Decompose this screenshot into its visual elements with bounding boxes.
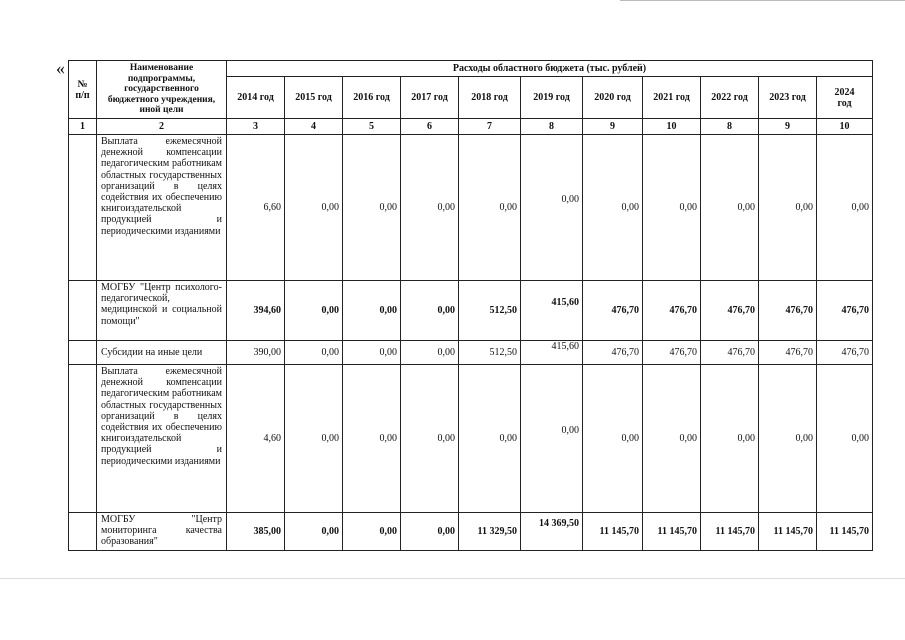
row-value: 0,00: [343, 135, 401, 281]
row-value: 0,00: [759, 365, 817, 513]
header-year: 2017 год: [401, 77, 459, 119]
column-number: 2: [97, 119, 227, 135]
row-value-text: 415,60: [551, 341, 579, 352]
row-value: 11 329,50: [459, 513, 521, 551]
row-value: 0,00: [343, 341, 401, 365]
row-value-text: 0,00: [561, 194, 579, 205]
row-value: 0,00: [285, 281, 343, 341]
row-value: 0,00: [401, 135, 459, 281]
row-value: 0,00: [401, 341, 459, 365]
row-value: 0,00: [643, 365, 701, 513]
opening-quote-mark: «: [56, 58, 65, 78]
row-number: [69, 513, 97, 551]
budget-table: [68, 60, 873, 551]
column-number: 8: [521, 119, 583, 135]
header-row-1: [69, 61, 873, 77]
row-number: [69, 281, 97, 341]
table-row: [69, 365, 873, 513]
row-value: 0,00: [285, 365, 343, 513]
column-number: 1: [69, 119, 97, 135]
column-number: 5: [343, 119, 401, 135]
row-value: 11 145,70: [817, 513, 873, 551]
header-num: № п/п: [69, 61, 97, 119]
row-value: 11 145,70: [643, 513, 701, 551]
column-number: 3: [227, 119, 285, 135]
row-value: 0,00: [583, 135, 643, 281]
row-value: 476,70: [643, 281, 701, 341]
row-value: 0,00: [401, 365, 459, 513]
header-year: 2014 год: [227, 77, 285, 119]
row-value: 476,70: [817, 341, 873, 365]
header-year: 2023 год: [759, 77, 817, 119]
row-value: [521, 281, 583, 341]
row-value: 476,70: [817, 281, 873, 341]
row-value: 0,00: [643, 135, 701, 281]
row-value: 390,00: [227, 341, 285, 365]
row-value: 11 145,70: [701, 513, 759, 551]
row-value: 0,00: [459, 365, 521, 513]
row-value: 0,00: [701, 135, 759, 281]
top-scan-line: [620, 0, 905, 1]
row-value: [521, 513, 583, 551]
row-value: 476,70: [759, 341, 817, 365]
row-value: 0,00: [817, 135, 873, 281]
row-value: 394,60: [227, 281, 285, 341]
row-value: 0,00: [285, 135, 343, 281]
row-name: Субсидии на иные цели: [97, 341, 227, 365]
column-number: 4: [285, 119, 343, 135]
column-number: 7: [459, 119, 521, 135]
column-number: 9: [583, 119, 643, 135]
row-value: 0,00: [583, 365, 643, 513]
column-number-row: [69, 119, 873, 135]
row-value: 0,00: [401, 281, 459, 341]
row-value: 4,60: [227, 365, 285, 513]
header-year: 2016 год: [343, 77, 401, 119]
row-value: 0,00: [759, 135, 817, 281]
row-value: 385,00: [227, 513, 285, 551]
row-value-text: 415,60: [551, 297, 579, 308]
header-year-2024: 2024 год: [834, 86, 855, 109]
column-number: 9: [759, 119, 817, 135]
header-name: Наименование подпрограммы, государственного бюджетного учреждения, иной цели: [97, 61, 227, 119]
header-year: [817, 77, 873, 119]
row-name: Выплата ежемесячной денежной компенсации педагогическим работникам областных государственных организаций в целях содействия их обеспечению книгоиздательской продукцией и периодическими изданиями: [97, 365, 227, 513]
row-value: 476,70: [701, 341, 759, 365]
bottom-scan-line: [0, 578, 905, 579]
row-value: 0,00: [343, 281, 401, 341]
table-row: [69, 513, 873, 551]
row-value: 0,00: [343, 365, 401, 513]
row-name: МОГБУ "Центр психолого-педагогической, медицинской и социальной помощи": [97, 281, 227, 341]
header-year: 2018 год: [459, 77, 521, 119]
row-value: 512,50: [459, 341, 521, 365]
row-value: 476,70: [701, 281, 759, 341]
header-year: 2022 год: [701, 77, 759, 119]
header-year: 2020 год: [583, 77, 643, 119]
header-year: 2021 год: [643, 77, 701, 119]
column-number: 6: [401, 119, 459, 135]
row-value: 0,00: [285, 513, 343, 551]
row-value: 0,00: [285, 341, 343, 365]
row-value: 512,50: [459, 281, 521, 341]
header-budget-title: Расходы областного бюджета (тыс. рублей): [227, 61, 873, 77]
row-value: [521, 341, 583, 365]
row-value: 0,00: [459, 135, 521, 281]
row-name: Выплата ежемесячной денежной компенсации педагогическим работникам областных государственных организаций в целях содействия их обеспечению книгоиздательской продукцией и периодическими изданиями: [97, 135, 227, 281]
row-name: МОГБУ "Центр мониторинга качества образования": [97, 513, 227, 551]
table-row: [69, 135, 873, 281]
row-value: 476,70: [643, 341, 701, 365]
header-year: 2019 год: [521, 77, 583, 119]
table-row: [69, 281, 873, 341]
column-number: 10: [817, 119, 873, 135]
row-value: 0,00: [343, 513, 401, 551]
row-number: [69, 135, 97, 281]
column-number: 10: [643, 119, 701, 135]
column-number: 8: [701, 119, 759, 135]
row-number: [69, 365, 97, 513]
row-value-text: 14 369,50: [539, 518, 579, 529]
row-value: 0,00: [817, 365, 873, 513]
row-value: 11 145,70: [583, 513, 643, 551]
row-value: 0,00: [401, 513, 459, 551]
row-value: 476,70: [583, 281, 643, 341]
row-value: [521, 365, 583, 513]
row-value-text: 0,00: [561, 425, 579, 436]
header-year: 2015 год: [285, 77, 343, 119]
row-value: 0,00: [701, 365, 759, 513]
row-value: 6,60: [227, 135, 285, 281]
row-value: 11 145,70: [759, 513, 817, 551]
row-value: [521, 135, 583, 281]
row-number: [69, 341, 97, 365]
row-value: 476,70: [583, 341, 643, 365]
row-value: 476,70: [759, 281, 817, 341]
table-row: [69, 341, 873, 365]
